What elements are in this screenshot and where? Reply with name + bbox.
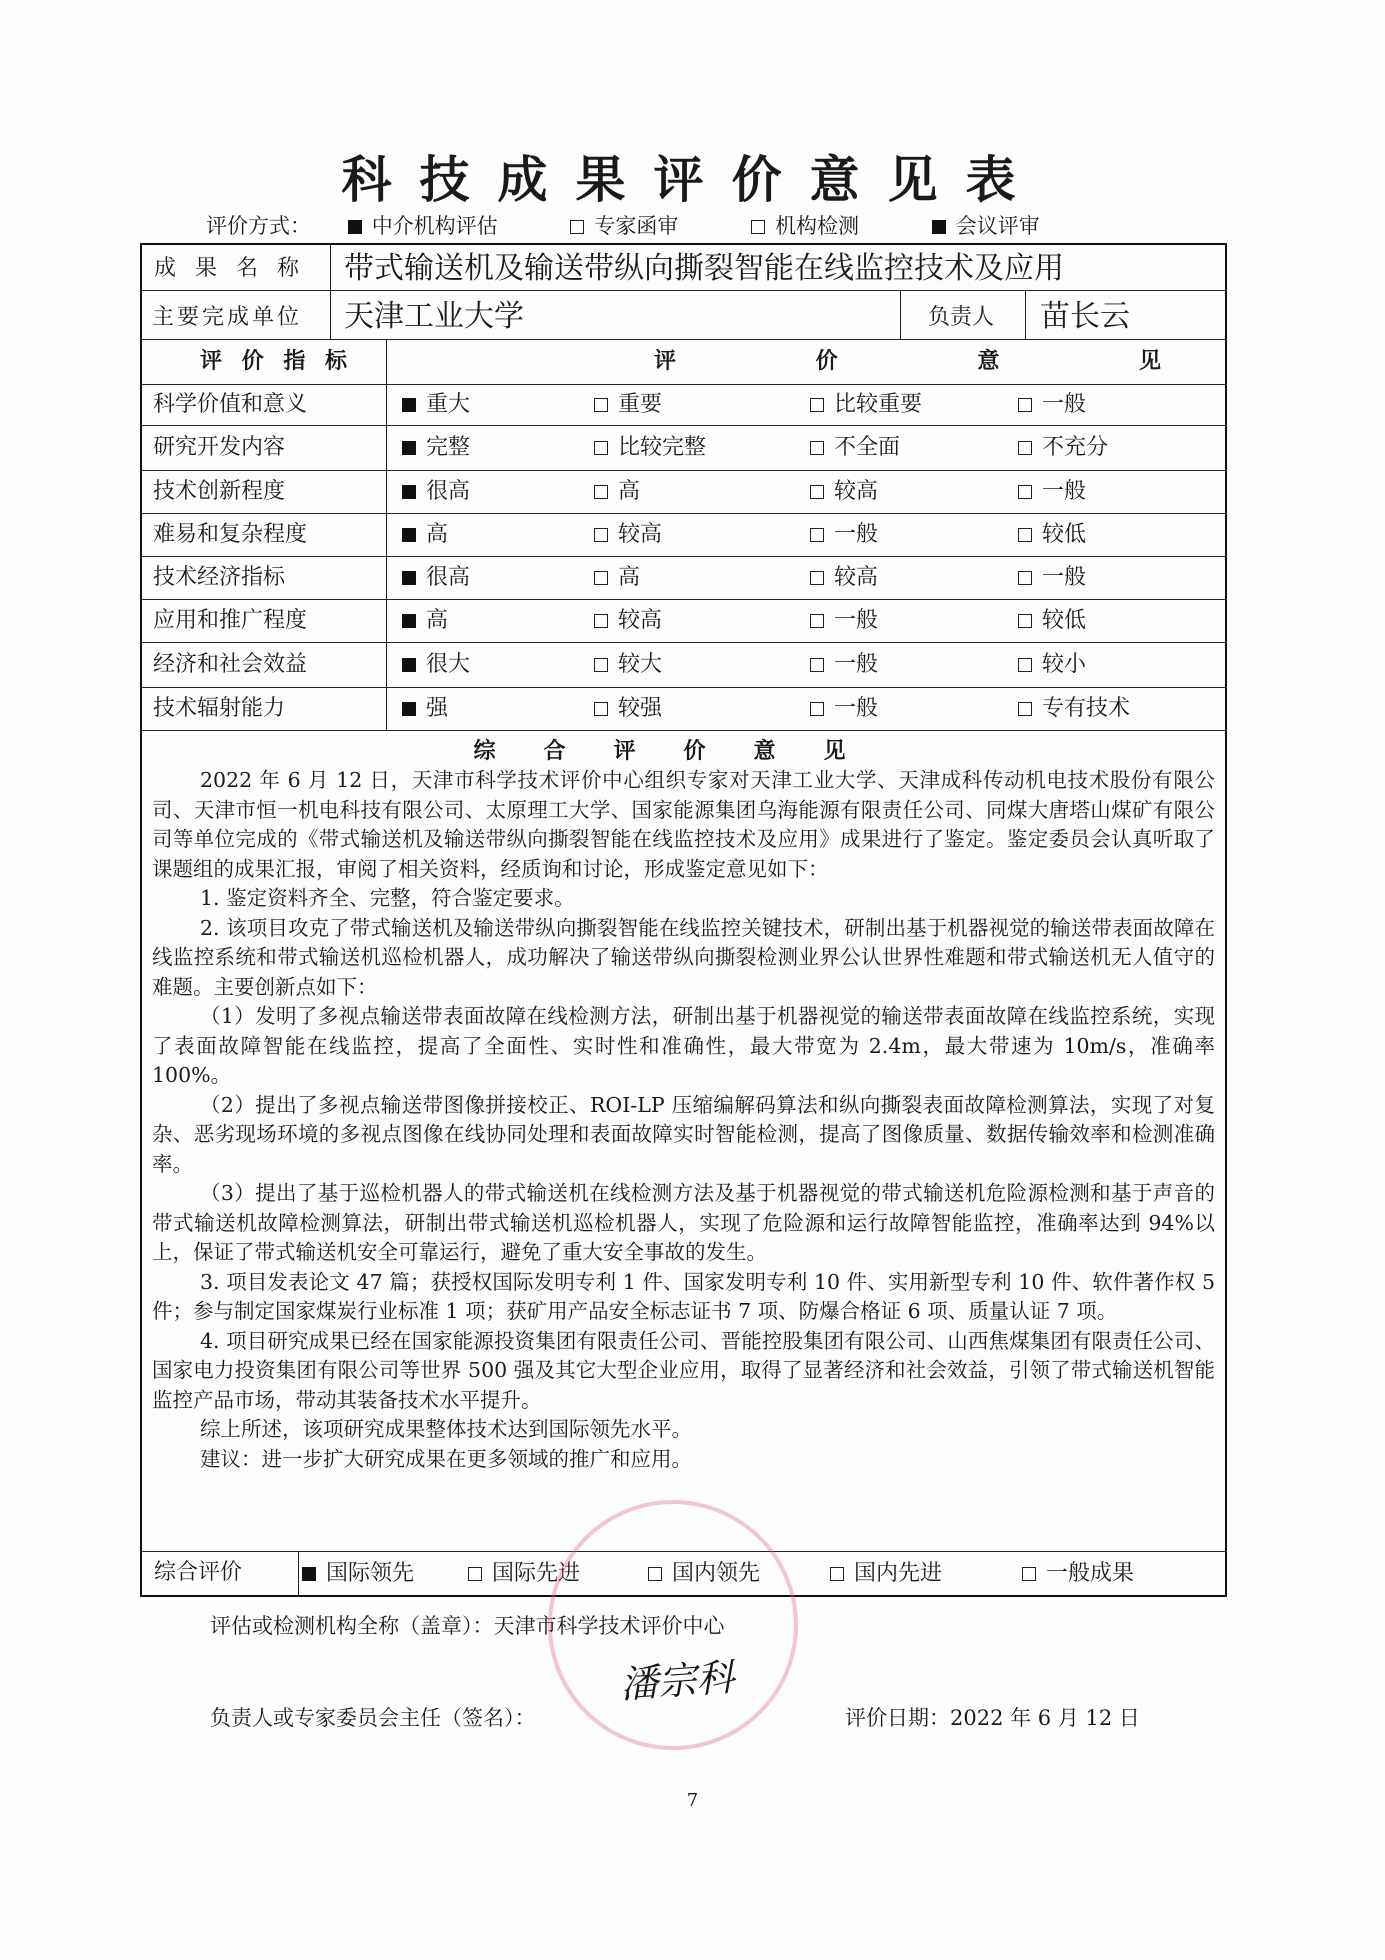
checkbox-icon <box>932 220 946 234</box>
checkbox-icon <box>1022 1567 1036 1581</box>
overall-option-label: 国际领先 <box>326 1561 415 1586</box>
summary-paragraph: 4. 项目研究成果已经在国家能源投资集团有限责任公司、晋能控股集团有限公司、山西焦煤集团有限责任公司、国家电力投资集团有限公司等世界 500 强及其它大型企业应用，取得了显著经济和社会效益，引领了带式输送机智能监控产品市场，带动其装备技术水平提升。 <box>152 1328 1215 1412</box>
table-rule <box>298 1551 299 1597</box>
criterion-option-label: 一般 <box>1042 564 1087 590</box>
evaluation-method-row <box>206 212 1040 240</box>
checkbox-icon <box>594 571 608 585</box>
checkbox-icon <box>402 658 416 672</box>
criterion-name: 研究开发内容 <box>153 434 286 460</box>
achievement-name-value: 带式输送机及输送带纵向撕裂智能在线监控技术及应用 <box>344 251 1064 286</box>
overall-option[interactable] <box>302 1563 414 1585</box>
table-rule <box>140 339 1227 340</box>
table-rule <box>386 339 387 730</box>
overall-option-label: 国内领先 <box>672 1561 761 1586</box>
criterion-option[interactable] <box>402 564 471 590</box>
criterion-option-label: 较高 <box>618 521 663 547</box>
summary-paragraph: （2）提出了多视点输送带图像拼接校正、ROI-LP 压缩编解码算法和纵向撕裂表面故障检测算法，实现了对复杂、恶劣现场环境的多视点图像在线协同处理和表面故障实时智能检测，提高了图像质量、数据传输效率和检测准确率。 <box>152 1092 1215 1176</box>
overall-option-label: 一般成果 <box>1046 1561 1135 1586</box>
criterion-option-label: 专有技术 <box>1042 695 1131 721</box>
criterion-option[interactable] <box>1018 391 1087 417</box>
criterion-option[interactable] <box>594 695 663 721</box>
overall-option[interactable] <box>1022 1563 1134 1585</box>
index-header: 评 价 指 标 <box>200 348 353 374</box>
criterion-option-label: 一般 <box>834 651 879 677</box>
table-rule <box>140 599 1227 600</box>
criterion-option[interactable] <box>1018 521 1087 547</box>
overall-option-label: 国内先进 <box>854 1561 943 1586</box>
criterion-name: 科学价值和意义 <box>153 391 308 417</box>
criterion-option[interactable] <box>594 478 641 504</box>
page-title: 科技成果评价意见表 <box>341 150 1044 209</box>
criterion-option[interactable] <box>1018 695 1131 721</box>
table-rule <box>1025 290 1026 339</box>
checkbox-icon <box>1018 658 1032 672</box>
method-option[interactable]: 专家函审 <box>570 212 678 240</box>
criterion-option-label: 很高 <box>426 478 471 504</box>
criterion-option[interactable] <box>810 651 879 677</box>
criterion-option[interactable] <box>402 478 471 504</box>
criterion-option-label: 比较完整 <box>618 434 707 460</box>
summary-paragraph: 综上所述，该项研究成果整体技术达到国际领先水平。 <box>200 1417 692 1441</box>
criterion-option-label: 重大 <box>426 391 471 417</box>
table-rule <box>140 556 1227 557</box>
criterion-option[interactable] <box>402 695 449 721</box>
checkbox-icon <box>830 1567 844 1581</box>
checkbox-icon <box>402 485 416 499</box>
criterion-option[interactable] <box>594 391 663 417</box>
achievement-name-label: 成 果 名 称 <box>154 256 305 281</box>
criterion-option[interactable] <box>810 695 879 721</box>
summary-body <box>152 766 1215 1474</box>
criterion-option[interactable] <box>594 434 707 460</box>
checkbox-icon <box>1018 614 1032 628</box>
criterion-option-label: 高 <box>618 478 641 504</box>
criterion-option[interactable] <box>810 521 879 547</box>
checkbox-icon <box>810 614 824 628</box>
criterion-option[interactable] <box>402 607 449 633</box>
overall-option[interactable] <box>648 1563 760 1585</box>
criterion-option-label: 一般 <box>1042 478 1087 504</box>
page-number: 7 <box>686 1790 699 1811</box>
leader-label: 负责人 <box>928 305 995 330</box>
table-rule <box>140 1551 1227 1552</box>
criterion-option[interactable] <box>594 564 641 590</box>
criterion-option[interactable] <box>1018 434 1109 460</box>
criterion-option-label: 较大 <box>618 651 663 677</box>
checkbox-icon <box>810 658 824 672</box>
criterion-name: 难易和复杂程度 <box>153 521 308 547</box>
summary-paragraph: 2. 该项目攻克了带式输送机及输送带纵向撕裂智能在线监控关键技术，研制出基于机器视觉的输送带表面故障在线监控系统和带式输送机巡检机器人，成功解决了输送带纵向撕裂检测业界公认世界性难题和带式输送机无人值守的难题。主要创新点如下： <box>152 915 1215 999</box>
criterion-option-label: 强 <box>426 695 449 721</box>
checkbox-icon <box>594 398 608 412</box>
checkbox-icon <box>402 441 416 455</box>
checkbox-icon <box>810 571 824 585</box>
checkbox-icon <box>594 702 608 716</box>
criterion-option-label: 较高 <box>834 478 879 504</box>
checkbox-icon <box>1018 485 1032 499</box>
method-option[interactable]: 中介机构评估 <box>348 212 498 240</box>
checkbox-icon <box>594 485 608 499</box>
criterion-option-label: 高 <box>426 521 449 547</box>
criterion-option[interactable] <box>1018 478 1087 504</box>
signature: 潘宗科 <box>618 1655 736 1707</box>
checkbox-icon <box>810 528 824 542</box>
checkbox-icon <box>594 658 608 672</box>
criterion-option[interactable] <box>810 607 879 633</box>
criterion-option-label: 不全面 <box>834 434 901 460</box>
criterion-name: 技术创新程度 <box>153 478 286 504</box>
checkbox-icon <box>570 220 584 234</box>
org-label: 评估或检测机构全称（盖章）：天津市科学技术评价中心 <box>210 1614 725 1638</box>
criterion-option-label: 完整 <box>426 434 471 460</box>
checkbox-icon <box>1018 702 1032 716</box>
table-rule <box>140 513 1227 514</box>
overall-option[interactable] <box>830 1563 942 1585</box>
unit-label: 主要完成单位 <box>152 305 303 330</box>
criterion-option[interactable] <box>402 391 471 417</box>
overall-option[interactable] <box>468 1563 580 1585</box>
criterion-option-label: 较高 <box>618 607 663 633</box>
criterion-name: 应用和推广程度 <box>153 607 308 633</box>
table-rule <box>140 384 1227 385</box>
criterion-option[interactable] <box>1018 564 1087 590</box>
checkbox-icon <box>1018 398 1032 412</box>
checkbox-icon <box>402 571 416 585</box>
checkbox-icon <box>594 441 608 455</box>
criterion-option-label: 较低 <box>1042 521 1087 547</box>
checkbox-icon <box>594 528 608 542</box>
criterion-option-label: 很大 <box>426 651 471 677</box>
summary-paragraph: 1. 鉴定资料齐全、完整，符合鉴定要求。 <box>200 886 575 910</box>
criterion-name: 经济和社会效益 <box>153 651 308 677</box>
summary-paragraph: 建议：进一步扩大研究成果在更多领域的推广和应用。 <box>200 1446 692 1471</box>
criterion-option-label: 较高 <box>834 564 879 590</box>
checkbox-icon <box>1018 571 1032 585</box>
criterion-option[interactable] <box>1018 651 1087 677</box>
date-label: 评价日期：2022 年 6 月 12 日 <box>845 1706 1140 1730</box>
table-rule <box>900 290 901 339</box>
method-option[interactable]: 会议评审 <box>932 212 1040 240</box>
criterion-option-label: 重要 <box>618 391 663 417</box>
criterion-option-label: 一般 <box>1042 391 1087 417</box>
criterion-option-label: 一般 <box>834 607 879 633</box>
criterion-option-label: 一般 <box>834 521 879 547</box>
criterion-option-label: 较小 <box>1042 651 1087 677</box>
sign-label: 负责人或专家委员会主任（签名）： <box>210 1706 536 1730</box>
checkbox-icon <box>468 1567 482 1581</box>
criterion-option[interactable] <box>402 434 471 460</box>
criterion-option[interactable] <box>810 434 901 460</box>
criterion-option-label: 高 <box>426 607 449 633</box>
criterion-option[interactable] <box>810 391 923 417</box>
table-rule <box>140 290 1227 291</box>
evaluation-method-label: 评价方式： <box>206 214 311 238</box>
criterion-option[interactable] <box>402 651 471 677</box>
criterion-option[interactable] <box>402 521 449 547</box>
checkbox-icon <box>1018 528 1032 542</box>
criterion-option[interactable] <box>594 521 663 547</box>
checkbox-icon <box>402 398 416 412</box>
checkbox-icon <box>348 220 362 234</box>
table-rule <box>330 290 331 339</box>
criterion-option-label: 高 <box>618 564 641 590</box>
summary-paragraph: （3）提出了基于巡检机器人的带式输送机在线检测方法及基于机器视觉的带式输送机危险源检测和基于声音的带式输送机故障检测算法，研制出带式输送机巡检机器人，实现了危险源和运行故障智能监控，准确率达到 94%以上，保证了带式输送机安全可靠运行，避免了重大安全事故的发生。 <box>152 1181 1215 1264</box>
table-rule <box>140 687 1227 688</box>
checkbox-icon <box>810 702 824 716</box>
table-rule <box>140 642 1227 643</box>
checkbox-icon <box>1018 441 1032 455</box>
checkbox-icon <box>402 702 416 716</box>
criterion-name: 技术经济指标 <box>153 564 286 590</box>
checkbox-icon <box>648 1567 662 1581</box>
checkbox-icon <box>810 441 824 455</box>
criterion-option-label: 很高 <box>426 564 471 590</box>
criterion-option[interactable] <box>594 651 663 677</box>
criterion-option[interactable] <box>810 478 879 504</box>
summary-title: 综合评价意见 <box>473 738 894 764</box>
overall-option-label: 国际先进 <box>492 1561 581 1586</box>
criterion-option-label: 不充分 <box>1042 434 1109 460</box>
summary-paragraph: 2022 年 6 月 12 日，天津市科学技术评价中心组织专家对天津工业大学、天津成科传动机电技术股份有限公司、天津市恒一机电科技有限公司、太原理工大学、国家能源集团乌海能源有限责任公司、同煤大唐塔山煤矿有限公司等单位完成的《带式输送机及输送带纵向撕裂智能在线监控技术及应用》成果进行了鉴定。鉴定委员会认真听取了课题组的成果汇报，审阅了相关资料，经质询和讨论，形成鉴定意见如下： <box>152 768 1215 881</box>
checkbox-icon <box>810 398 824 412</box>
checkbox-icon <box>594 614 608 628</box>
checkbox-icon <box>302 1567 316 1581</box>
criterion-name: 技术辐射能力 <box>153 695 286 721</box>
summary-paragraph: 3. 项目发表论文 47 篇；获授权国际发明专利 1 件、国家发明专利 10 件、实用新型专利 10 件、软件著作权 5 件；参与制定国家煤炭行业标准 1 项；获矿用产品安全标志证书 7 项、防爆合格证 6 项、质量认证 7 项。 <box>152 1269 1215 1323</box>
summary-paragraph: （1）发明了多视点输送带表面故障在线检测方法，研制出基于机器视觉的输送带表面故障在线监控系统，实现了表面故障智能在线监控，提高了全面性、实时性和准确性，最大带宽为 2.4m，最大带速为 10m/s，准确率 100%。 <box>152 1004 1215 1087</box>
checkbox-icon <box>402 528 416 542</box>
table-rule <box>330 243 331 290</box>
overall-label: 综合评价 <box>154 1560 243 1585</box>
unit-value: 天津工业大学 <box>344 299 524 334</box>
criterion-option-label: 比较重要 <box>834 391 923 417</box>
checkbox-icon <box>402 614 416 628</box>
criterion-option-label: 较强 <box>618 695 663 721</box>
criterion-option[interactable] <box>1018 607 1087 633</box>
criterion-option-label: 一般 <box>834 695 879 721</box>
table-rule <box>140 470 1227 471</box>
leader-value: 苗长云 <box>1040 299 1130 334</box>
criterion-option[interactable] <box>810 564 879 590</box>
criterion-option[interactable] <box>594 607 663 633</box>
criterion-option-label: 较低 <box>1042 607 1087 633</box>
table-rule <box>140 425 1227 426</box>
checkbox-icon <box>751 220 765 234</box>
table-rule <box>140 730 1227 731</box>
opinion-header: 评 价 意 见 <box>654 348 1227 374</box>
method-option[interactable]: 机构检测 <box>751 212 859 240</box>
checkbox-icon <box>810 485 824 499</box>
